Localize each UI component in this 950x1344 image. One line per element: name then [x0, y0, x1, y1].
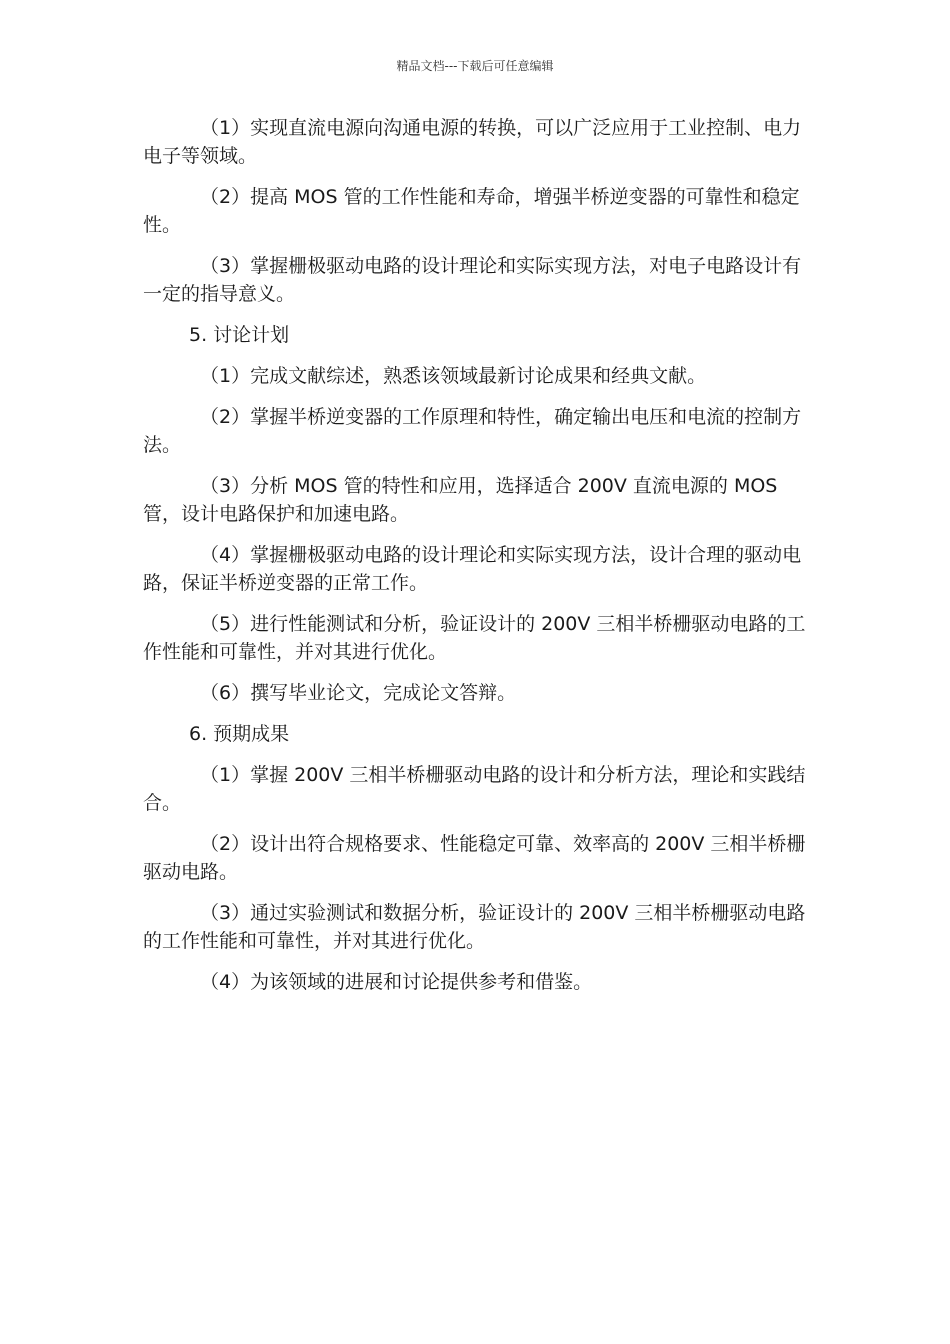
plan-item-5: （5）进行性能测试和分析，验证设计的 200V 三相半桥栅驱动电路的工作性能和可靠性，并对其进行优化。 [143, 613, 806, 663]
plan-item-1: （1）完成文献综述，熟悉该领域最新讨论成果和经典文献。 [200, 365, 707, 387]
plan-item-6: （6）撰写毕业论文，完成论文答辩。 [200, 682, 517, 704]
plan-item-3: （3）分析 MOS 管的特性和应用，选择适合 200V 直流电源的 MOS 管，设计电路保护和加速电路。 [143, 475, 778, 525]
goal-item-1: （1）实现直流电源向沟通电源的转换，可以广泛应用于工业控制、电力电子等领域。 [143, 117, 802, 167]
section-heading-expected-results: 6. 预期成果 [189, 723, 290, 745]
plan-item-4: （4）掌握栅极驱动电路的设计理论和实际实现方法，设计合理的驱动电路，保证半桥逆变器的正常工作。 [143, 544, 802, 594]
goal-item-3: （3）掌握栅极驱动电路的设计理论和实际实现方法，对电子电路设计有一定的指导意义。 [143, 255, 802, 305]
document-body [143, 114, 808, 1009]
result-item-4: （4）为该领域的进展和讨论提供参考和借鉴。 [200, 971, 593, 993]
plan-item-2: （2）掌握半桥逆变器的工作原理和特性，确定输出电压和电流的控制方法。 [143, 406, 802, 456]
goal-item-2: （2）提高 MOS 管的工作性能和寿命，增强半桥逆变器的可靠性和稳定性。 [143, 186, 800, 236]
result-item-3: （3）通过实验测试和数据分析，验证设计的 200V 三相半桥栅驱动电路的工作性能和可靠性，并对其进行优化。 [143, 902, 806, 952]
result-item-2: （2）设计出符合规格要求、性能稳定可靠、效率高的 200V 三相半桥栅驱动电路。 [143, 833, 806, 883]
result-item-1: （1）掌握 200V 三相半桥栅驱动电路的设计和分析方法，理论和实践结合。 [143, 764, 806, 814]
section-heading-research-plan: 5. 讨论计划 [189, 324, 290, 346]
page-header: 精品文档---下载后可任意编辑 [396, 59, 554, 73]
